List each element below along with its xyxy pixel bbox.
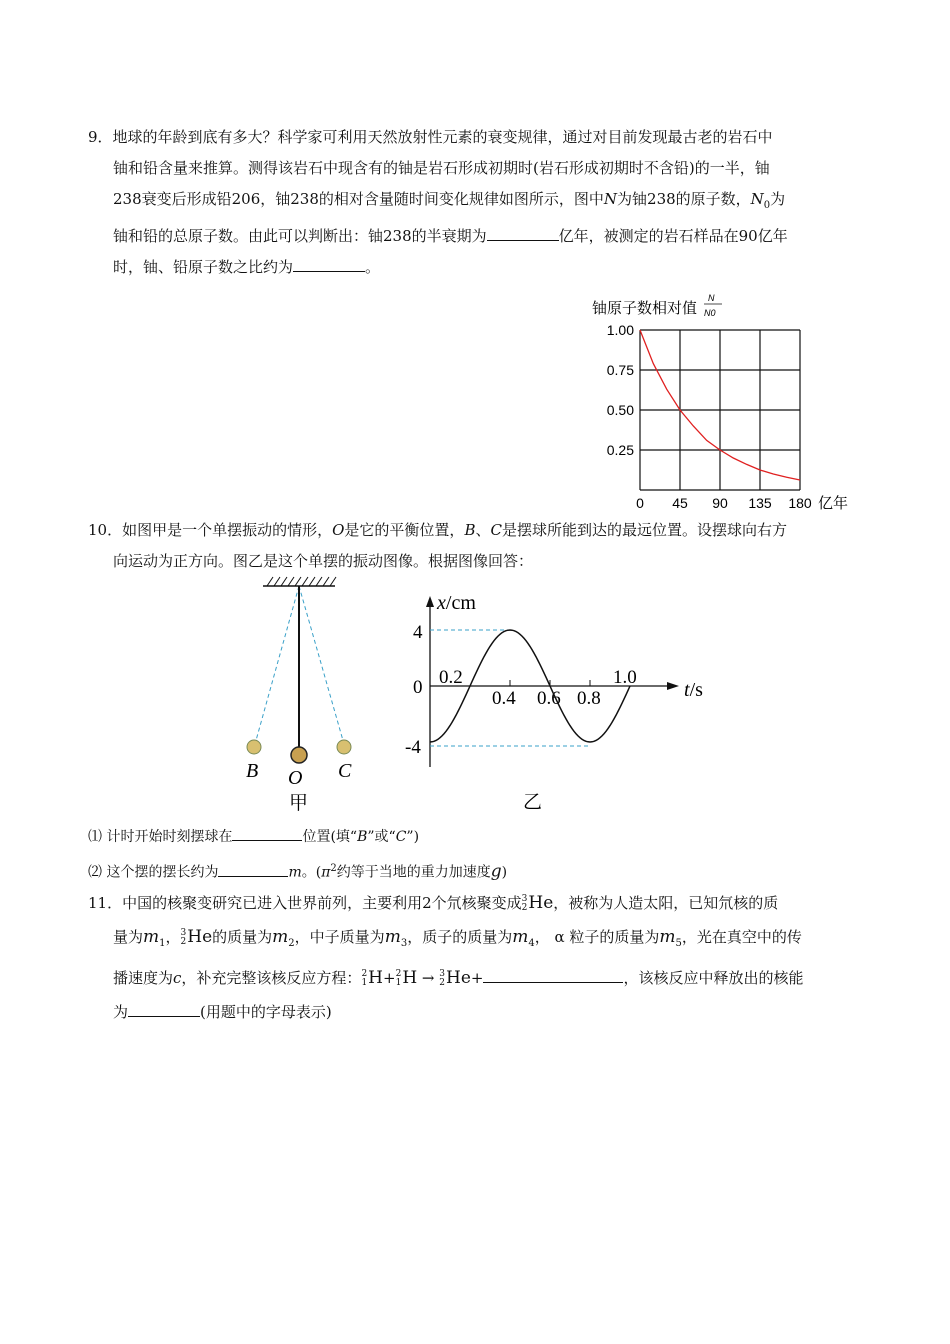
q11-line4b: (用题中的字母表示) — [200, 1003, 332, 1021]
chart-x-ticks — [636, 495, 812, 511]
label-b: B — [246, 760, 259, 782]
q11-line3a: 播速度为 — [113, 969, 174, 987]
sub2-text-c: 约等于当地的重力加速度 — [336, 864, 491, 881]
nucleus-he3 — [522, 886, 554, 920]
ceiling-hatch — [267, 577, 336, 586]
label-o: O — [288, 767, 303, 789]
chart-xlabel: 亿年 — [818, 495, 849, 512]
m5-sub: 5 — [675, 938, 682, 949]
m4: m — [512, 927, 529, 947]
y-tick-label-0: 1.00 — [606, 322, 634, 338]
q11-line4a: 为 — [113, 1003, 129, 1021]
sub1-text-c: ”或“ — [367, 829, 396, 845]
he-z-b: 2 — [180, 937, 187, 947]
hatch-mark — [288, 577, 294, 586]
h-z-a: 1 — [361, 978, 368, 988]
q11-line2c: ，中子质量为 — [294, 928, 385, 946]
hatch-mark — [309, 577, 315, 586]
m3-sub: 3 — [400, 938, 408, 949]
m2-sub: 2 — [288, 938, 295, 949]
reaction-arrow: → — [421, 969, 435, 987]
sub1-option-b: B — [357, 829, 368, 845]
m2: m — [272, 927, 289, 947]
osc-ytick-neg4: -4 — [405, 737, 421, 758]
ball-c — [337, 740, 351, 754]
q11-line2b: 的质量为 — [212, 928, 273, 946]
q10-symbol-c: C — [490, 521, 502, 539]
osc-xtick-0-2: 0.2 — [439, 667, 463, 688]
osc-ytick-4: 4 — [413, 622, 423, 643]
q10-symbol-o: O — [332, 521, 345, 539]
sub1-number: ⑴ — [88, 829, 102, 845]
x-tick-label-4: 180 — [788, 495, 812, 511]
he-z: 2 — [521, 903, 528, 913]
y-arrow — [426, 596, 434, 607]
answer-blank-start-position[interactable] — [232, 823, 302, 841]
q11-line1b: ，被称为人造太阳，已知氘核的质 — [553, 894, 779, 912]
chart-y-ticks — [607, 322, 634, 458]
q9-line5b: 。 — [365, 258, 381, 276]
q11-comma: ， — [165, 928, 181, 946]
nucleus-h2-b — [396, 961, 418, 995]
string-to-b — [255, 586, 299, 744]
chart-title: 铀原子数相对值 — [592, 300, 698, 317]
hatch-mark — [330, 577, 336, 586]
chart-ylabel-num: N — [708, 293, 715, 303]
q9-line4a: 铀和铅的总原子数。由此可以判断出：铀238的半衰期为 — [113, 227, 487, 245]
pendulum-figure — [235, 572, 375, 817]
sub2-square: 2 — [330, 863, 337, 874]
question-10 — [88, 515, 868, 577]
nucleus-h2-a — [361, 961, 383, 995]
q9-line3b: 为铀238的原子数， — [617, 190, 751, 208]
he-mass-b: 3 — [180, 928, 187, 938]
sub2-unit: m — [288, 864, 302, 881]
plus-1: + — [383, 969, 396, 987]
ball-b — [247, 740, 261, 754]
osc-xtick-1-0: 1.0 — [613, 667, 637, 688]
q10-symbol-b: B — [464, 521, 476, 539]
decay-chart — [580, 288, 870, 518]
speed-c: c — [173, 969, 182, 987]
caption-yi: 乙 — [523, 792, 543, 813]
he-z-c: 2 — [439, 978, 446, 988]
string-to-c — [299, 586, 344, 744]
q10-sep: 、 — [475, 521, 491, 539]
he-symbol-c: He — [446, 968, 471, 988]
h-mass-b: 2 — [395, 969, 402, 979]
answer-blank-half-life[interactable] — [487, 223, 559, 241]
x-tick-label-3: 135 — [748, 495, 772, 511]
sub1-option-c: C — [395, 829, 407, 845]
osc-ytick-0: 0 — [413, 677, 423, 698]
hatch-mark — [302, 577, 308, 586]
q10-line2: 向运动为正方向。图乙是这个单摆的振动图像。根据图像回答： — [113, 552, 534, 570]
he-mass-c: 3 — [439, 969, 446, 979]
answer-blank-energy[interactable] — [128, 999, 200, 1017]
hatch-mark — [267, 577, 273, 586]
sub1-text-a: 计时开始时刻摆球在 — [106, 829, 233, 845]
answer-blank-length[interactable] — [218, 859, 288, 877]
q9-line3c: 为 — [770, 190, 786, 208]
answer-blank-product[interactable] — [483, 965, 623, 983]
sub1-text-b: 位置(填“ — [302, 829, 358, 845]
sub2-text-b: 。( — [301, 864, 322, 881]
q11-line2e: ， α 粒子的质量为 — [534, 928, 660, 946]
osc-ylabel: x/cm — [437, 592, 476, 614]
q11-line3c: ，该核反应中释放出的核能 — [623, 969, 804, 987]
sub2-text-d: ) — [501, 864, 508, 881]
caption-jia: 甲 — [289, 793, 309, 814]
q9-line5a: 时，铀、铅原子数之比约为 — [113, 258, 294, 276]
label-c: C — [338, 760, 352, 782]
m4-sub: 4 — [528, 938, 535, 949]
hatch-mark — [274, 577, 280, 586]
oscillation-chart — [395, 582, 725, 817]
q9-line4b: 亿年，被测定的岩石样品在90亿年 — [558, 227, 788, 245]
q10-line1b: 是它的平衡位置， — [344, 521, 465, 539]
q11-line3b: ，补充完整该核反应方程： — [181, 969, 362, 987]
q11-line1a: 中国的核聚变研究已进入世界前列，主要利用2个氘核聚变成 — [122, 894, 522, 912]
sub2-g: g — [490, 861, 502, 882]
hatch-mark — [281, 577, 287, 586]
m1-sub: 1 — [159, 938, 166, 949]
q10-line1a: 如图甲是一个单摆振动的情形， — [122, 521, 333, 539]
q9-number: 9． — [88, 128, 113, 146]
sub2-pi: π — [321, 864, 331, 881]
x-tick-label-0: 0 — [636, 495, 644, 511]
nucleus-he3-b — [181, 920, 213, 954]
q9-line2: 铀和铅含量来推算。测得该岩石中现含有的铀是岩石形成初期时(岩石形成初期时不含铅)的一半，铀 — [113, 159, 770, 177]
he-symbol: He — [528, 893, 554, 913]
y-tick-label-3: 0.25 — [606, 442, 634, 458]
q9-line1: 地球的年龄到底有多大？科学家可利用天然放射性元素的衰变规律，通过对目前发现最古老的岩石中 — [112, 128, 773, 146]
h-symbol-a: H — [368, 968, 383, 988]
m5: m — [659, 927, 676, 947]
answer-blank-ratio[interactable] — [293, 254, 365, 272]
sub1-text-d: ”) — [406, 829, 420, 845]
question-9 — [88, 122, 868, 283]
osc-xtick-0-6: 0.6 — [537, 688, 561, 709]
he-mass: 3 — [521, 894, 528, 904]
he-symbol-b: He — [187, 927, 213, 947]
q11-line2f: ，光在真空中的传 — [681, 928, 802, 946]
q11-line2d: ，质子的质量为 — [407, 928, 513, 946]
h-symbol-b: H — [402, 968, 418, 988]
hatch-mark — [323, 577, 329, 586]
q10-subquestions — [88, 822, 868, 889]
m3: m — [384, 927, 401, 947]
plus-2: + — [470, 969, 484, 987]
hatch-mark — [295, 577, 301, 586]
osc-xtick-0-4: 0.4 — [492, 688, 516, 709]
sub2-text-a: 这个摆的摆长约为 — [106, 864, 219, 881]
q11-number: 11． — [88, 894, 123, 912]
q10-number: 10． — [88, 521, 123, 539]
t-arrow — [667, 682, 679, 690]
q9-symbol-n: N — [603, 190, 618, 208]
q11-line2a: 量为 — [113, 928, 144, 946]
x-tick-label-2: 90 — [712, 495, 728, 511]
y-tick-label-2: 0.50 — [606, 402, 634, 418]
y-tick-label-1: 0.75 — [606, 362, 634, 378]
sub2-number: ⑵ — [88, 864, 102, 881]
h-z-b: 1 — [395, 978, 402, 988]
m1: m — [143, 927, 160, 947]
chart-grid — [640, 330, 800, 490]
osc-xtick-0-8: 0.8 — [577, 688, 601, 709]
question-11 — [88, 886, 868, 1029]
q9-line3a: 238衰变后形成铅206，铀238的相对含量随时间变化规律如图所示，图中 — [113, 190, 604, 208]
hatch-mark — [316, 577, 322, 586]
q9-symbol-n0-sub: 0 — [763, 200, 771, 211]
ball-o — [291, 747, 307, 763]
x-tick-label-1: 45 — [672, 495, 688, 511]
chart-ylabel-den: N0 — [704, 308, 716, 318]
nucleus-he3-c — [439, 961, 471, 995]
q9-symbol-n0: N — [750, 190, 764, 208]
q10-line1c: 是摆球所能到达的最远位置。设摆球向右方 — [501, 521, 787, 539]
osc-xlabel: t/s — [684, 679, 703, 701]
h-mass-a: 2 — [361, 969, 368, 979]
